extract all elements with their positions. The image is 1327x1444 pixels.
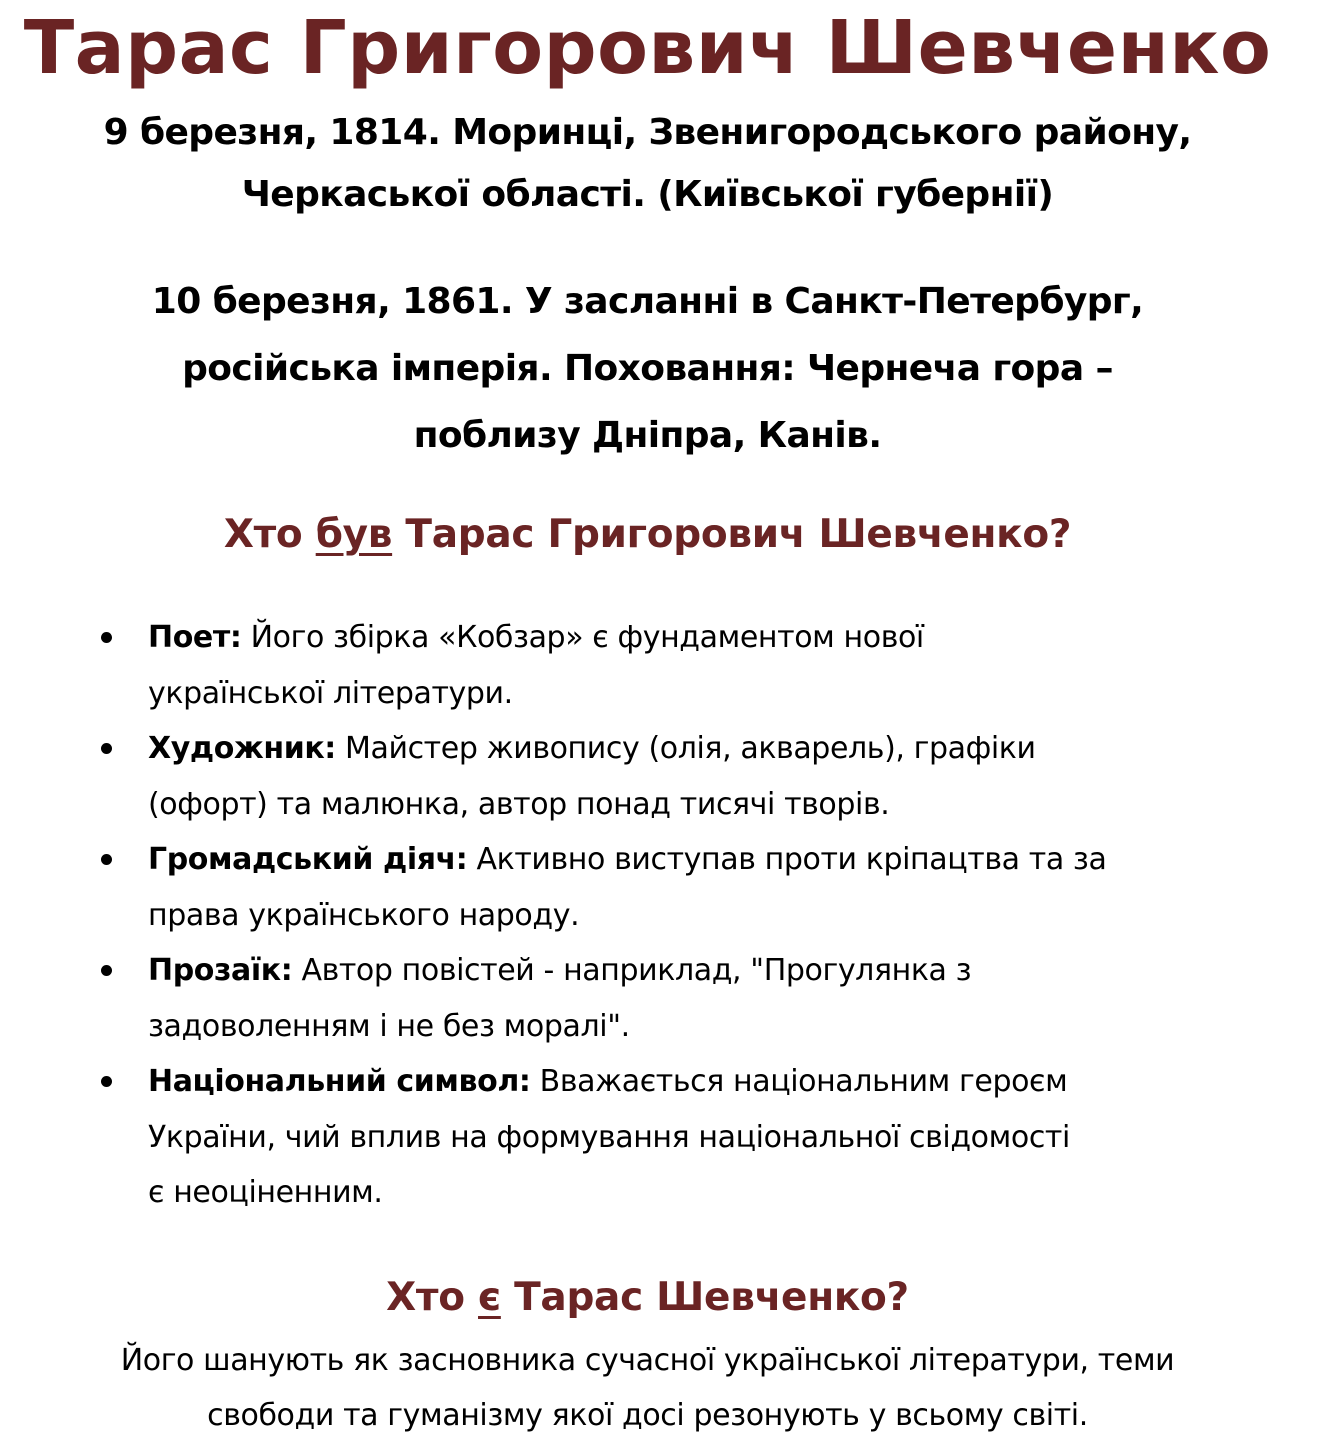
page-title: Тарас Григорович Шевченко [23, 5, 1272, 91]
role-term: Поет: [148, 620, 242, 655]
heading-emphasis: є [478, 1275, 501, 1320]
heading-text: Хто [386, 1275, 479, 1320]
list-line: (офорт) та малюнка, автор понад тисячі творів. [148, 786, 890, 822]
section-heading-who-is [0, 1268, 1295, 1328]
death-line: поблизу Дніпра, Канів. [413, 415, 882, 456]
closing-line: Його шанують як засновника сучасної української літератури, теми [120, 1343, 1175, 1378]
death-info [0, 268, 1295, 469]
list-item [148, 832, 1298, 943]
heading-text: Хто [223, 512, 316, 557]
closing-line: свободи та гуманізму якої досі резонують у всьому світі. [207, 1398, 1088, 1433]
role-term: Прозаїк: [148, 953, 293, 988]
list-line [148, 610, 1298, 666]
heading-emphasis: був [315, 512, 393, 557]
roles-list [148, 610, 1298, 1221]
list-line: права українського народу. [148, 897, 580, 933]
list-line [148, 832, 1298, 888]
section-heading-who-was [0, 505, 1295, 565]
list-line [148, 943, 1298, 999]
birth-info [0, 102, 1295, 226]
role-term: Національний символ: [148, 1064, 531, 1099]
role-text: Його збірка «Кобзар» є фундаментом нової [241, 620, 924, 655]
bullet-icon [101, 854, 112, 865]
birth-line: 9 березня, 1814. Моринці, Звенигородського району, [103, 112, 1192, 153]
list-line: України, чий вплив на формування національної свідомості [148, 1119, 1070, 1155]
role-term: Громадський діяч: [148, 842, 468, 877]
list-line [148, 721, 1298, 777]
bullet-icon [101, 965, 112, 976]
role-text: Майстер живопису (олія, акварель), графіки [335, 731, 1036, 766]
list-line: задоволенням і не без моралі". [148, 1008, 630, 1044]
bullet-icon [101, 1076, 112, 1087]
list-item [148, 1054, 1298, 1221]
list-line: є неоціненним. [148, 1175, 383, 1210]
list-item [148, 943, 1298, 1054]
list-line: української літератури. [148, 675, 513, 711]
heading-text: Тарас Шевченко? [500, 1275, 909, 1320]
bullet-icon [101, 632, 112, 643]
list-item [148, 721, 1298, 832]
role-text: Активно виступав проти кріпацтва та за [467, 842, 1107, 877]
heading-text: Тарас Григорович Шевченко? [392, 512, 1072, 557]
death-line: російська імперія. Поховання: Чернеча гора – [182, 348, 1113, 389]
list-line [148, 1054, 1298, 1110]
role-text: Вважається національним героєм [530, 1064, 1068, 1099]
birth-line: Черкаської області. (Київської губернії) [241, 174, 1054, 215]
list-item [148, 610, 1298, 721]
death-line: 10 березня, 1861. У засланні в Санкт-Петербург, [151, 281, 1144, 322]
closing-paragraph [0, 1333, 1295, 1443]
bullet-icon [101, 743, 112, 754]
role-text: Автор повістей - наприклад, "Прогулянка з [292, 953, 972, 988]
role-term: Художник: [148, 731, 336, 766]
